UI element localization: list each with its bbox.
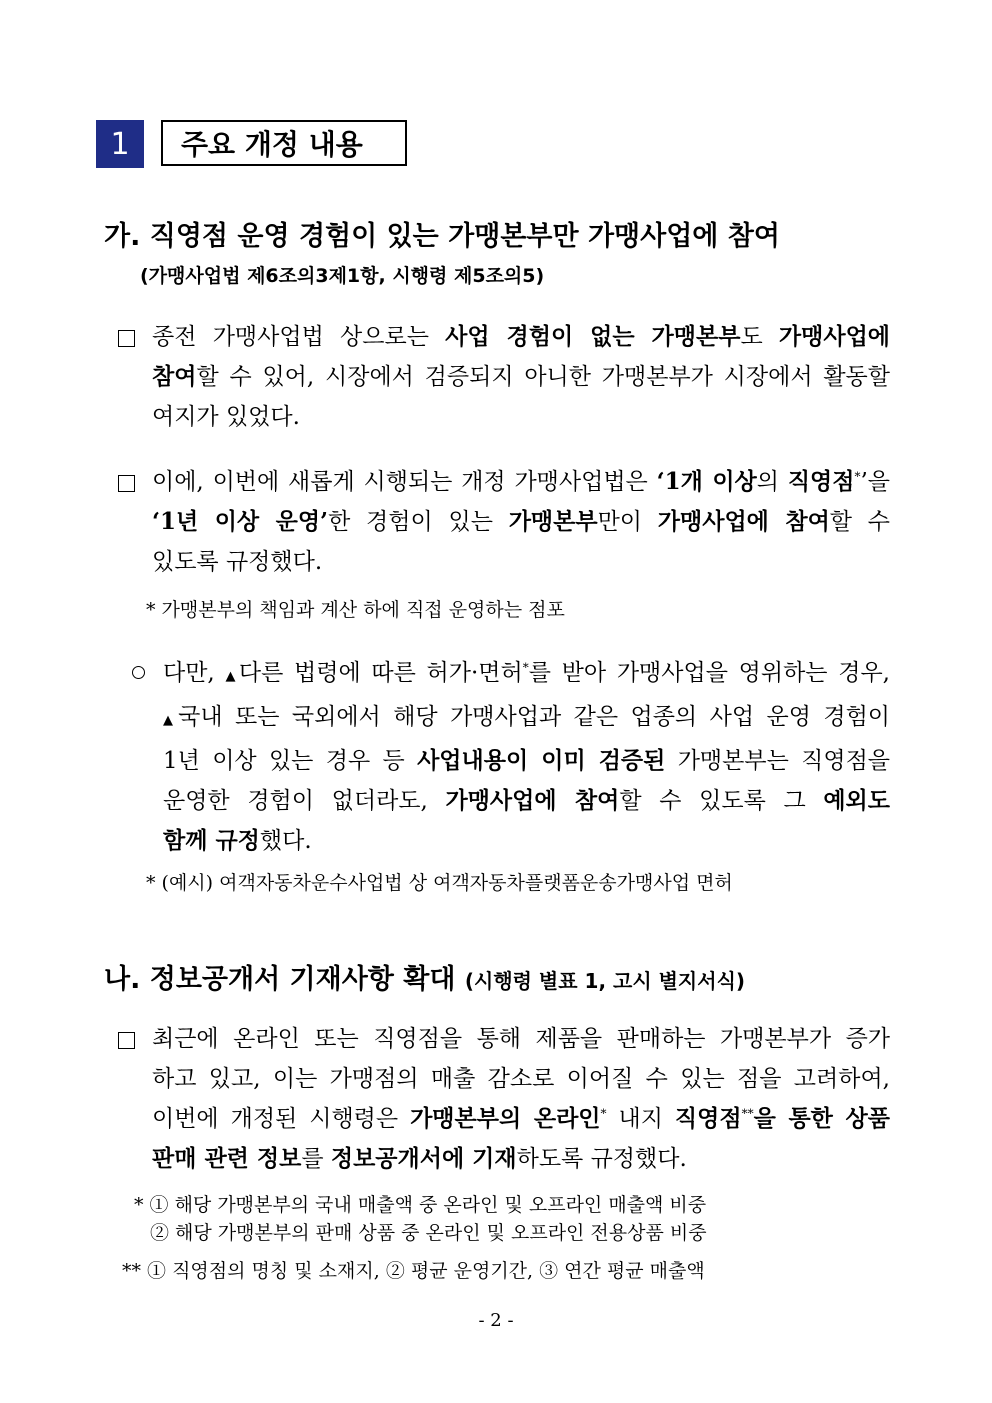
paragraph-line: 종전 가맹사업법 상으로는 사업 경험이 없는 가맹본부도 가맹사업에: [152, 323, 891, 350]
footnote-b2: ** ① 직영점의 명칭 및 소재지, ② 평균 운영기간, ③ 연간 평균 매출액: [122, 1260, 705, 1282]
paragraph-b1: [152, 1019, 890, 1179]
footnote-b1b: ② 해당 가맹본부의 판매 상품 중 온라인 및 오프라인 전용상품 비중: [150, 1222, 707, 1244]
paragraph-line: 함께 규정했다.: [163, 827, 312, 854]
paragraph-line: ▲국내 또는 국외에서 해당 가맹사업과 같은 업종의 사업 운영 경험이: [163, 704, 891, 730]
section-title-box: [161, 120, 407, 166]
heading-a-reference: (가맹사업법 제6조의3제1항, 시행령 제5조의5): [140, 265, 545, 287]
section-title: 주요 개정 내용: [181, 128, 363, 161]
paragraph-a1: [152, 317, 890, 437]
checkbox-bullet-icon: [118, 475, 135, 492]
paragraph-line: 이에, 이번에 새롭게 시행되는 개정 가맹사업법은 ‘1개 이상의 직영점*’을: [152, 468, 890, 495]
footnote-a1: * 가맹본부의 책임과 계산 하에 직접 운영하는 점포: [146, 599, 565, 621]
section-number-badge: [96, 120, 144, 168]
heading-b: 나. 정보공개서 기재사항 확대 (시행령 별표 1, 고시 별지서식): [104, 964, 746, 995]
paragraph-line: 참여할 수 있어, 시장에서 검증되지 아니한 가맹본부가 시장에서 활동할: [152, 363, 890, 390]
triangle-bullet-icon: ▲: [163, 713, 179, 728]
paragraph-line: 1년 이상 있는 경우 등 사업내용이 이미 검증된 가맹본부는 직영점을: [163, 747, 891, 774]
paragraph-line: 다만, ▲다른 법령에 따른 허가·면허*를 받아 가맹사업을 영위하는 경우,: [163, 660, 890, 686]
page-number: - 2 -: [478, 1310, 514, 1331]
paragraph-a-sub: [163, 653, 890, 861]
heading-a: 가. 직영점 운영 경험이 있는 가맹본부만 가맹사업에 참여: [104, 221, 780, 252]
section-number: 1: [110, 126, 130, 162]
paragraph-a2: [152, 462, 890, 582]
paragraph-line: 있도록 규정했다.: [152, 549, 323, 575]
paragraph-line: ‘1년 이상 운영’한 경험이 있는 가맹본부만이 가맹사업에 참여할 수: [152, 508, 891, 535]
paragraph-line: 운영한 경험이 없더라도, 가맹사업에 참여할 수 있도록 그 예외도: [163, 787, 890, 814]
paragraph-line: 최근에 온라인 또는 직영점을 통해 제품을 판매하는 가맹본부가 증가: [152, 1026, 890, 1052]
paragraph-line: 여지가 있었다.: [152, 404, 300, 430]
checkbox-bullet-icon: [118, 330, 135, 347]
checkbox-bullet-icon: [118, 1032, 135, 1049]
triangle-bullet-icon: ▲: [225, 669, 239, 684]
heading-b-reference: (시행령 별표 1, 고시 별지서식): [464, 969, 746, 993]
paragraph-line: 판매 관련 정보를 정보공개서에 기재하도록 규정했다.: [152, 1145, 687, 1172]
circle-bullet-icon: [132, 666, 145, 679]
footnote-a2: * (예시) 여객자동차운수사업법 상 여객자동차플랫폼운송가맹사업 면허: [146, 872, 733, 894]
footnote-b1a: * ① 해당 가맹본부의 국내 매출액 중 온라인 및 오프라인 매출액 비중: [134, 1194, 707, 1216]
paragraph-line: 이번에 개정된 시행령은 가맹본부의 온라인* 내지 직영점**을 통한 상품: [152, 1105, 890, 1132]
paragraph-line: 하고 있고, 이는 가맹점의 매출 감소로 이어질 수 있는 점을 고려하여,: [152, 1066, 890, 1092]
